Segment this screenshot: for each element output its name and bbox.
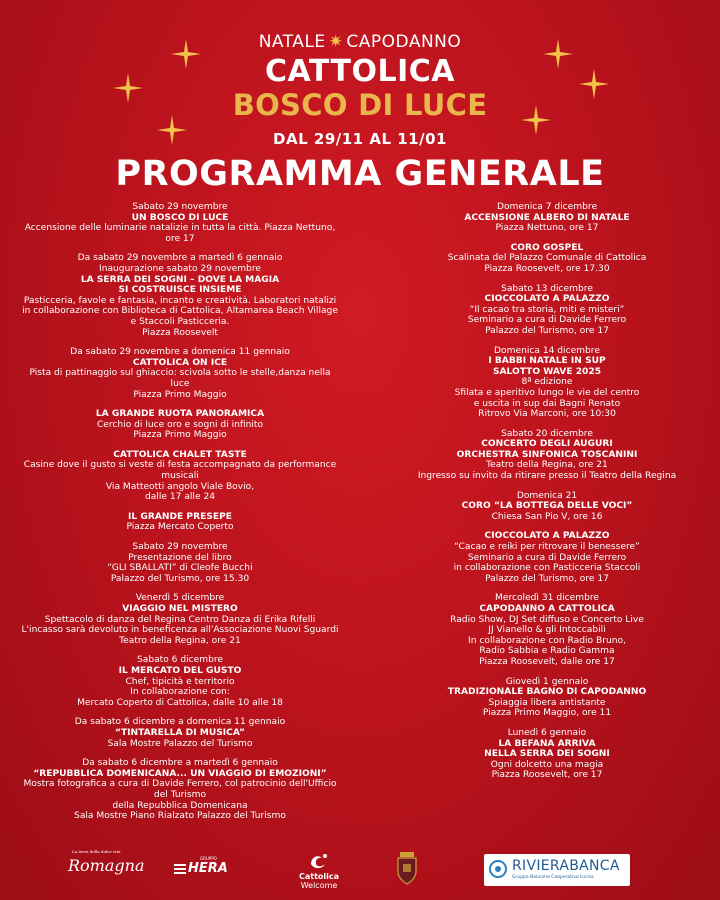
- event-detail: Piazza Primo Maggio, ore 11: [482, 708, 612, 719]
- event-detail: Palazzo del Turismo, ore 15.30: [110, 573, 250, 584]
- city-title: CATTOLICA: [264, 54, 456, 89]
- event-detail: Ritrovo Via Marconi, ore 10:30: [478, 409, 616, 420]
- event-detail: JJ Vianello & gli Intoccabili: [488, 625, 606, 636]
- event-detail: Piazza Primo Maggio: [133, 430, 227, 441]
- event-detail: In collaborazione con:: [130, 687, 230, 698]
- event-detail: Spiaggia libera antistante: [488, 697, 606, 708]
- event-detail: Lunedì 6 gennaio: [507, 727, 587, 738]
- event-item: [20, 450, 340, 503]
- event-detail: Da sabato 6 dicembre a martedì 6 gennaio: [82, 758, 278, 769]
- event-detail: “Cacao e reiki per ritrovare il benessere”: [454, 542, 640, 553]
- event-detail: in collaborazione con Pasticceria Staccoli: [453, 563, 641, 574]
- event-title: UN BOSCO DI LUCE: [131, 212, 229, 223]
- event-detail: Ingresso su invito da ritirare presso il Teatro della Regina: [417, 471, 677, 482]
- sparkle-icon: [156, 114, 188, 146]
- event-detail: Mercoledì 31 dicembre: [495, 593, 599, 604]
- event-detail: Sabato 13 dicembre: [501, 283, 593, 294]
- event-detail: Sabato 6 dicembre: [136, 655, 224, 666]
- event-detail: Seminario a cura di Davide Ferrero: [467, 552, 627, 563]
- event-item: [382, 243, 712, 275]
- event-item: [20, 717, 340, 749]
- event-detail: Casine dove il gusto si veste di festa accompagnato da performance musicali: [23, 460, 337, 482]
- event-subtitle: BOSCO DI LUCE: [232, 88, 488, 122]
- hera-group-label: GRUPPO: [200, 856, 217, 861]
- event-item: [20, 347, 340, 400]
- event-detail: dalle 17 alle 24: [144, 492, 216, 503]
- event-title: LA BEFANA ARRIVA: [498, 738, 596, 749]
- hera-logo-text: HERA: [188, 861, 228, 876]
- event-detail: Pista di pattinaggio sul ghiaccio: scivola sotto le stelle,danza nella luce: [29, 368, 331, 389]
- event-detail: Domenica 14 dicembre: [494, 345, 600, 356]
- event-detail: L'incasso sarà devoluto in beneficenza all'Associazione Nuovi Sguardi: [21, 625, 339, 636]
- event-title: “REPUBBLICA DOMENICANA... UN VIAGGIO DI EMOZIONI”: [33, 768, 327, 779]
- event-title: CONCERTO DEGLI AUGURI: [481, 439, 613, 450]
- romagna-logo-text: Romagna: [68, 856, 145, 875]
- event-item: [20, 542, 340, 584]
- event-item: [20, 512, 340, 533]
- event-detail: Piazza Roosevelt, ore 17.30: [484, 263, 610, 274]
- event-title: SALOTTO WAVE 2025: [492, 366, 602, 377]
- event-detail: Mostra fotografica a cura di Davide Ferrero, col patrocinio dell'Ufficio del Turismo: [23, 779, 337, 800]
- event-item: [382, 429, 712, 482]
- event-title: CIOCCOLATO A PALAZZO: [484, 294, 610, 305]
- event-title: VIAGGIO NEL MISTERO: [122, 604, 238, 614]
- event-item: [20, 758, 340, 822]
- event-title: NELLA SERRA DEI SOGNI: [484, 749, 610, 760]
- event-item: [382, 284, 712, 337]
- event-detail: Via Matteotti angolo Viale Bovio,: [105, 481, 255, 492]
- cattolica-welcome-logo: [296, 852, 342, 890]
- event-detail: e uscita in sup dai Bagni Renato: [473, 398, 621, 409]
- event-detail: Piazza Roosevelt, dalle ore 17: [479, 656, 615, 667]
- sparkle-icon: [170, 38, 202, 70]
- event-detail: Chiesa San Pio V, ore 16: [491, 511, 603, 522]
- event-detail: Seminario a cura di Davide Ferrero: [467, 315, 627, 326]
- cattolica-logo-line2: Welcome: [300, 881, 338, 890]
- sparkle-icon: [542, 38, 574, 70]
- program-left-column: [20, 202, 340, 831]
- romagna-tagline: La terra della dolce vita: [72, 849, 121, 854]
- event-title: CORO “LA BOTTEGA DELLE VOCI”: [461, 501, 633, 512]
- event-detail: Sabato 20 dicembre: [501, 428, 593, 439]
- pre-title-natale: NATALE: [258, 32, 326, 52]
- event-detail: Piazza Mercato Coperto: [126, 522, 234, 533]
- event-item: [20, 655, 340, 708]
- event-item: [382, 593, 712, 667]
- event-detail: Radio Sabbia e Radio Gamma: [479, 646, 615, 657]
- municipal-crest-icon: [396, 852, 418, 886]
- event-title: ORCHESTRA SINFONICA TOSCANINI: [456, 449, 638, 460]
- event-title: SI COSTRUISCE INSIEME: [118, 285, 242, 296]
- event-detail: della Repubblica Domenicana: [112, 800, 248, 811]
- event-detail: Domenica 21: [516, 490, 578, 501]
- event-detail: Da sabato 29 novembre a domenica 11 gennaio: [70, 347, 290, 358]
- sparkle-icon: [112, 72, 144, 104]
- event-item: [382, 531, 712, 584]
- event-detail: Inaugurazione sabato 29 novembre: [99, 263, 261, 274]
- event-detail: Sfilata e aperitivo lungo le vie del centro: [454, 387, 640, 398]
- event-item: [382, 491, 712, 523]
- event-item: [20, 202, 340, 244]
- cattolica-logo-line1: Cattolica: [298, 872, 340, 881]
- event-detail: Giovedì 1 gennaio: [505, 676, 589, 687]
- event-detail: Sabato 29 novembre: [132, 202, 228, 212]
- event-detail: Piazza Primo Maggio: [133, 389, 227, 400]
- pre-title: [0, 32, 720, 52]
- event-title: TRADIZIONALE BAGNO DI CAPODANNO: [447, 687, 647, 698]
- event-title: CAPODANNO A CATTOLICA: [479, 604, 615, 614]
- event-detail: Piazza Roosevelt: [142, 327, 218, 338]
- program-right-column: [382, 202, 712, 790]
- page-title: PROGRAMMA GENERALE: [115, 154, 605, 194]
- event-detail: Pasticceria, favole e fantasia, incanto e creatività. Laboratori natalizi in collaborazione con Biblioteca di Cattolica, Altamarea Beach Village e Staccoli Pasticceria.: [22, 295, 338, 327]
- bank-mark-icon: [489, 860, 507, 878]
- event-detail: Da sabato 29 novembre a martedì 6 gennaio: [77, 253, 283, 264]
- event-detail: Radio Show, DJ Set diffuso e Concerto Live: [450, 614, 644, 625]
- event-item: [20, 409, 340, 441]
- hera-bars-icon: [174, 864, 186, 874]
- event-title: IL MERCATO DEL GUSTO: [118, 665, 242, 676]
- event-detail: Chef, tipicità e territorio: [125, 676, 235, 687]
- event-detail: Palazzo del Turismo, ore 17: [485, 325, 609, 336]
- event-detail: Ogni dolcetto una magia: [490, 759, 604, 770]
- event-detail: Palazzo del Turismo, ore 17: [485, 573, 609, 584]
- event-detail: Scalinata del Palazzo Comunale di Cattolica: [447, 253, 647, 264]
- hera-logo: [188, 856, 228, 876]
- sponsor-footer: [0, 848, 720, 898]
- event-title: CATTOLICA ON ICE: [132, 357, 228, 368]
- event-detail: Presentazione del libro: [128, 552, 232, 563]
- bank-subtitle: Gruppo Bancario Cooperativo Iccrea: [512, 875, 594, 880]
- event-detail: Cerchio di luce oro e sogni di infinito: [96, 419, 264, 430]
- rivierabanca-logo: [484, 854, 630, 886]
- event-item: [382, 728, 712, 781]
- date-range: DAL 29/11 AL 11/01: [273, 130, 447, 148]
- event-detail: “Il cacao tra storia, miti e misteri”: [469, 304, 625, 315]
- pre-title-capodanno: CAPODANNO: [346, 32, 462, 52]
- event-item: [382, 677, 712, 719]
- event-title: LA GRANDE RUOTA PANORAMICA: [95, 409, 265, 420]
- sparkle-icon: [578, 68, 610, 100]
- event-item: [20, 593, 340, 646]
- event-title: I BABBI NATALE IN SUP: [488, 356, 606, 367]
- event-detail: Accensione delle luminarie natalizie in tutta la città. Piazza Nettuno, ore 17: [24, 223, 336, 244]
- cattolica-mark-icon: [308, 852, 330, 870]
- event-title: CORO GOSPEL: [510, 242, 584, 253]
- event-detail: Sabato 29 novembre: [132, 542, 228, 553]
- event-detail: Piazza Nettuno, ore 17: [495, 223, 599, 234]
- event-title: CATTOLICA CHALET TASTE: [113, 449, 247, 460]
- event-detail: Teatro della Regina, ore 21: [119, 635, 241, 646]
- event-title: IL GRANDE PRESEPE: [128, 511, 232, 522]
- event-detail: Domenica 7 dicembre: [496, 202, 598, 212]
- event-item: [382, 346, 712, 420]
- event-detail: Mercato Coperto di Cattolica, dalle 10 alle 18: [77, 697, 283, 708]
- event-detail: Spettacolo di danza del Regina Centro Danza di Erika Rifelli: [44, 614, 316, 625]
- event-detail: Teatro della Regina, ore 21: [486, 460, 608, 471]
- event-detail: Venerdì 5 dicembre: [135, 593, 225, 604]
- event-detail: 8ª edizione: [521, 377, 573, 388]
- event-title: “TINTARELLA DI MUSICA”: [114, 727, 246, 738]
- event-detail: In collaborazione con Radio Bruno,: [468, 635, 626, 646]
- sparkle-icon: [520, 104, 552, 136]
- event-title: LA SERRA DEI SOGNI – DOVE LA MAGIA: [80, 274, 280, 285]
- event-item: [382, 202, 712, 234]
- event-detail: “GLI SBALLATI” di Cleofe Bucchi: [107, 563, 253, 574]
- romagna-logo: [68, 849, 145, 875]
- star-icon: ✷: [328, 32, 344, 52]
- event-detail: Sala Mostre Piano Rialzato Palazzo del Turismo: [74, 811, 286, 822]
- event-title: ACCENSIONE ALBERO DI NATALE: [464, 212, 630, 223]
- event-title: CIOCCOLATO A PALAZZO: [484, 531, 610, 542]
- bank-name: RIVIERABANCA: [512, 858, 620, 874]
- event-detail: Da sabato 6 dicembre a domenica 11 gennaio: [74, 717, 286, 728]
- event-detail: Sala Mostre Palazzo del Turismo: [107, 738, 253, 749]
- event-item: [20, 253, 340, 338]
- event-detail: Piazza Roosevelt, ore 17: [491, 770, 603, 781]
